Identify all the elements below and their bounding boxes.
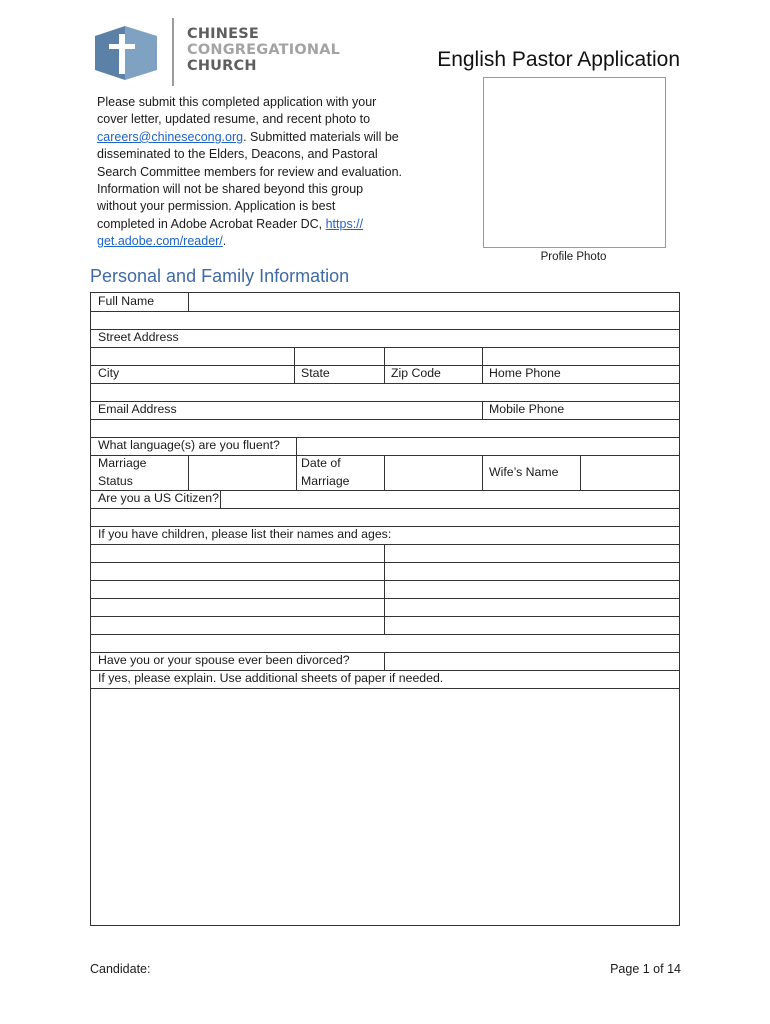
candidate-label: Candidate:	[90, 962, 151, 976]
adobe-link-part1[interactable]: https://	[325, 216, 364, 231]
state-field[interactable]	[295, 347, 384, 365]
languages-field[interactable]	[297, 437, 679, 455]
intro-text: completed in Adobe Acrobat Reader DC,	[97, 216, 326, 231]
document-title: English Pastor Application	[437, 48, 680, 71]
intro-line: without your permission. Application is best	[97, 199, 336, 214]
intro-line: Search Committee members for review and evaluation.	[97, 164, 402, 179]
children-label: If you have children, please list their names and ages:	[98, 527, 392, 541]
profile-photo-label: Profile Photo	[540, 251, 607, 263]
mobile-phone-label: Mobile Phone	[489, 402, 565, 416]
us-citizen-field[interactable]	[221, 490, 679, 508]
logo-line-3: CHURCH	[187, 58, 257, 74]
logo-line-2: CONGREGATIONAL	[187, 42, 341, 58]
state-label: State	[301, 366, 330, 380]
logo-line-1: CHINESE	[187, 26, 259, 42]
us-citizen-label: Are you a US Citizen?	[98, 491, 219, 505]
marriage-status-field[interactable]	[189, 455, 296, 490]
full-name-label: Full Name	[98, 294, 155, 308]
personal-info-form	[90, 292, 680, 926]
home-phone-field[interactable]	[483, 347, 679, 365]
intro-line: disseminated to the Elders, Deacons, and Pastoral	[97, 147, 378, 162]
home-phone-label: Home Phone	[489, 366, 561, 380]
intro-text: . Submitted materials will be	[243, 129, 399, 144]
intro-line-url	[97, 216, 427, 233]
profile-photo-field[interactable]	[483, 77, 666, 248]
date-of-marriage-label: Date of Marriage	[301, 456, 350, 488]
divorced-field[interactable]	[385, 652, 679, 670]
date-of-marriage-field[interactable]	[385, 455, 482, 490]
zip-code-field[interactable]	[385, 347, 482, 365]
city-label: City	[98, 366, 120, 380]
wifes-name-field[interactable]	[581, 455, 679, 490]
marriage-status-label: Marriage Status	[98, 456, 147, 488]
explanation-field[interactable]	[91, 689, 679, 925]
email-link[interactable]: careers@chinesecong.org	[97, 129, 244, 144]
intro-line: Please submit this completed application with your	[97, 95, 377, 109]
zip-code-label: Zip Code	[391, 366, 441, 380]
intro-line-url	[97, 233, 427, 250]
full-name-field[interactable]	[189, 293, 679, 311]
languages-label: What language(s) are you fluent?	[98, 438, 280, 452]
page-number: Page 1 of 14	[610, 962, 681, 976]
divorced-label: Have you or your spouse ever been divorced?	[98, 653, 350, 667]
city-field[interactable]	[91, 347, 294, 365]
wifes-name-label: Wife’s Name	[489, 465, 559, 479]
intro-paragraph	[97, 94, 427, 251]
intro-line-email	[97, 129, 427, 146]
church-logo-icon	[95, 26, 157, 80]
street-address-label: Street Address	[98, 330, 179, 344]
intro-text: .	[222, 234, 227, 249]
explain-label: If yes, please explain. Use additional sheets of paper if needed.	[98, 671, 444, 685]
section-heading: Personal and Family Information	[90, 266, 350, 286]
intro-line: Information will not be shared beyond this group	[97, 182, 364, 197]
adobe-link-part2[interactable]: get.adobe.com/reader/	[97, 234, 223, 249]
intro-line: cover letter, updated resume, and recent photo to	[97, 112, 371, 127]
email-address-label: Email Address	[98, 402, 177, 416]
logo-divider	[172, 18, 174, 86]
church-logo-text	[187, 26, 340, 74]
